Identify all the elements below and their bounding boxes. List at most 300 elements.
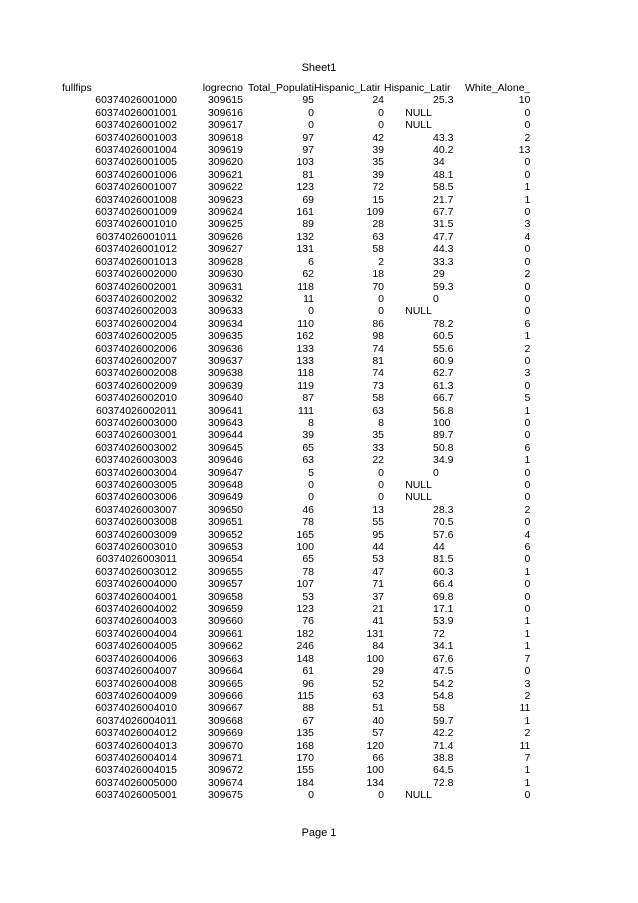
cell-hispanic-latino-percent: 60.5 <box>433 330 454 343</box>
cell-logrecno: 309663 <box>207 652 243 665</box>
cell-fullfips: 60374026002007 <box>95 354 177 367</box>
cell-fullfips: 60374026001012 <box>95 243 177 256</box>
cell-logrecno: 309623 <box>207 193 243 206</box>
cell-fullfips: 60374026004015 <box>95 764 177 777</box>
cell-total-population: 53 <box>302 590 314 603</box>
cell-hispanic-latino-count: 81 <box>372 354 384 367</box>
cell-hispanic-latino-percent: 17.1 <box>433 603 454 616</box>
cell-hispanic-latino-percent: 21.7 <box>433 193 454 206</box>
cell-hispanic-latino-percent: 67.7 <box>433 206 454 219</box>
cell-total-population: 97 <box>302 131 314 144</box>
cell-total-population: 115 <box>297 689 314 702</box>
cell-hispanic-latino-percent: 58.5 <box>433 181 454 194</box>
cell-hispanic-latino-percent: 34.1 <box>433 640 454 653</box>
cell-logrecno: 309674 <box>207 776 243 789</box>
table-row <box>62 454 530 466</box>
cell-hispanic-latino-count: 41 <box>372 615 384 628</box>
cell-fullfips: 60374026004014 <box>95 751 177 764</box>
cell-total-population: 100 <box>296 541 314 554</box>
cell-total-population: 184 <box>296 776 314 789</box>
cell-white-alone: 7 <box>524 652 531 665</box>
table-row <box>62 640 530 652</box>
table-row <box>62 479 530 491</box>
table-row <box>62 144 530 156</box>
table-row <box>62 491 530 503</box>
cell-fullfips: 60374026003007 <box>95 503 177 516</box>
cell-logrecno: 309648 <box>207 479 243 491</box>
cell-hispanic-latino-percent: 0 <box>433 466 439 479</box>
cell-fullfips: 60374026001004 <box>95 144 177 157</box>
cell-hispanic-latino-percent: 48.1 <box>433 168 454 181</box>
cell-hispanic-latino-count: 40 <box>372 714 384 727</box>
cell-total-population: 119 <box>297 379 314 392</box>
cell-hispanic-latino-count: 0 <box>378 292 384 305</box>
cell-total-population: 162 <box>296 330 314 343</box>
cell-hispanic-latino-count: 86 <box>372 317 384 330</box>
cell-white-alone: 1 <box>524 764 531 777</box>
cell-total-population: 0 <box>308 106 314 119</box>
cell-logrecno: 309619 <box>207 144 243 157</box>
cell-hispanic-latino-percent: 29 <box>433 268 445 281</box>
cell-hispanic-latino-percent: 72.8 <box>433 776 454 789</box>
cell-fullfips: 60374026005000 <box>95 776 177 789</box>
cell-white-alone: 0 <box>524 466 531 479</box>
cell-white-alone: 2 <box>524 503 531 516</box>
cell-total-population: 123 <box>296 181 314 194</box>
cell-logrecno: 309643 <box>207 416 243 429</box>
cell-hispanic-latino-percent: 58 <box>433 702 445 715</box>
cell-logrecno: 309618 <box>207 131 243 144</box>
cell-fullfips: 60374026003006 <box>95 491 177 504</box>
cell-fullfips: 60374026004004 <box>95 627 177 640</box>
cell-white-alone: 2 <box>524 268 531 281</box>
cell-hispanic-latino-count: 35 <box>372 429 384 442</box>
cell-hispanic-latino-percent: 38.8 <box>433 751 454 764</box>
cell-white-alone: 6 <box>524 441 531 454</box>
cell-null-flag <box>384 715 432 727</box>
cell-total-population: 81 <box>302 168 314 181</box>
cell-white-alone: 0 <box>524 156 531 169</box>
cell-total-population: 87 <box>302 392 314 405</box>
cell-null-flag <box>384 318 432 330</box>
cell-null-flag <box>384 752 432 764</box>
cell-hispanic-latino-percent: 78.2 <box>433 317 454 330</box>
cell-logrecno: 309637 <box>207 354 243 367</box>
table-row <box>62 715 530 727</box>
cell-logrecno: 309651 <box>207 516 243 529</box>
table-row <box>62 678 530 690</box>
cell-hispanic-latino-percent: 61.3 <box>433 379 454 392</box>
cell-null-flag <box>384 392 432 404</box>
cell-total-population: 65 <box>302 441 314 454</box>
cell-hispanic-latino-percent: 43.3 <box>433 131 454 144</box>
cell-logrecno: 309669 <box>207 727 243 740</box>
table-row <box>62 429 530 441</box>
cell-logrecno: 309625 <box>207 218 243 231</box>
cell-hispanic-latino-count: 134 <box>366 776 384 789</box>
cell-null-flag <box>384 256 432 268</box>
cell-hispanic-latino-count: 73 <box>372 379 384 392</box>
cell-logrecno: 309670 <box>207 739 243 752</box>
table-row <box>62 367 530 379</box>
cell-null-flag: NULL <box>405 305 432 318</box>
cell-logrecno: 309627 <box>207 243 243 256</box>
cell-total-population: 46 <box>302 503 314 516</box>
cell-hispanic-latino-count: 70 <box>372 280 384 293</box>
table-row <box>62 380 530 392</box>
table-row <box>62 181 530 193</box>
cell-hispanic-latino-percent: 66.7 <box>433 392 454 405</box>
cell-white-alone: 1 <box>524 404 531 417</box>
cell-hispanic-latino-count: 58 <box>372 243 384 256</box>
cell-null-flag <box>384 355 432 367</box>
cell-white-alone: 2 <box>524 342 531 355</box>
column-header-fullfips: fullfips <box>62 82 92 94</box>
cell-white-alone: 0 <box>524 292 531 305</box>
cell-logrecno: 309636 <box>207 342 243 355</box>
cell-fullfips: 60374026001009 <box>95 206 177 219</box>
cell-null-flag <box>384 380 432 392</box>
cell-white-alone: 10 <box>518 94 531 107</box>
cell-hispanic-latino-percent: 55.6 <box>433 342 454 355</box>
cell-hispanic-latino-count: 42 <box>372 131 384 144</box>
cell-total-population: 110 <box>297 317 314 330</box>
cell-logrecno: 309628 <box>207 255 243 268</box>
cell-white-alone: 0 <box>524 603 531 616</box>
cell-hispanic-latino-percent: 67.6 <box>433 652 454 665</box>
cell-total-population: 168 <box>296 739 314 752</box>
cell-logrecno: 309650 <box>207 503 243 516</box>
table-row <box>62 764 530 776</box>
cell-hispanic-latino-percent <box>432 491 465 503</box>
cell-hispanic-latino-count: 52 <box>372 677 384 690</box>
cell-total-population: 88 <box>302 702 314 715</box>
cell-fullfips: 60374026004013 <box>95 739 177 752</box>
cell-hispanic-latino-percent: 72 <box>433 627 445 640</box>
cell-hispanic-latino-count: 100 <box>366 652 384 665</box>
cell-fullfips: 60374026003011 <box>96 553 177 566</box>
cell-fullfips: 60374026004008 <box>95 677 177 690</box>
cell-total-population: 123 <box>296 603 314 616</box>
cell-null-flag <box>384 293 432 305</box>
cell-white-alone: 0 <box>524 305 531 318</box>
cell-white-alone: 1 <box>524 714 531 727</box>
cell-fullfips: 60374026002008 <box>95 367 177 380</box>
cell-total-population: 148 <box>296 652 314 665</box>
cell-null-flag <box>384 665 432 677</box>
table-row <box>62 591 530 603</box>
cell-fullfips: 60374026003004 <box>95 466 177 479</box>
cell-logrecno: 309659 <box>207 603 243 616</box>
cell-hispanic-latino-count: 37 <box>372 590 384 603</box>
cell-null-flag <box>384 529 432 541</box>
table-row <box>62 541 530 553</box>
cell-logrecno: 309654 <box>207 553 243 566</box>
cell-hispanic-latino-count: 71 <box>372 578 384 591</box>
cell-hispanic-latino-count: 21 <box>372 603 384 616</box>
table-row <box>62 553 530 565</box>
cell-logrecno: 309646 <box>207 454 243 467</box>
cell-hispanic-latino-count: 18 <box>372 268 384 281</box>
cell-white-alone: 1 <box>524 565 531 578</box>
cell-hispanic-latino-percent <box>432 107 465 119</box>
cell-total-population: 61 <box>302 665 314 678</box>
cell-null-flag <box>384 566 432 578</box>
table-row <box>62 132 530 144</box>
cell-logrecno: 309644 <box>207 429 243 442</box>
cell-white-alone: 1 <box>524 454 531 467</box>
cell-null-flag <box>384 156 432 168</box>
cell-hispanic-latino-percent: 60.9 <box>433 354 454 367</box>
cell-white-alone: 1 <box>524 615 531 628</box>
cell-logrecno: 309630 <box>207 268 243 281</box>
cell-hispanic-latino-count: 63 <box>372 230 384 243</box>
cell-white-alone: 0 <box>524 553 531 566</box>
cell-hispanic-latino-count: 44 <box>372 541 384 554</box>
cell-null-flag <box>384 628 432 640</box>
cell-total-population: 39 <box>302 429 314 442</box>
cell-total-population: 76 <box>302 615 314 628</box>
cell-logrecno: 309664 <box>207 665 243 678</box>
cell-hispanic-latino-count: 0 <box>378 466 384 479</box>
table-row <box>62 442 530 454</box>
cell-fullfips: 60374026002010 <box>95 392 177 405</box>
cell-total-population: 0 <box>308 479 314 491</box>
cell-total-population: 133 <box>296 342 314 355</box>
cell-hispanic-latino-percent: 54.8 <box>433 689 454 702</box>
cell-total-population: 97 <box>302 144 314 157</box>
cell-logrecno: 309645 <box>207 441 243 454</box>
cell-white-alone: 0 <box>524 243 531 256</box>
cell-null-flag <box>384 591 432 603</box>
cell-white-alone: 0 <box>524 429 531 442</box>
cell-hispanic-latino-count: 24 <box>372 94 384 107</box>
cell-fullfips: 60374026002001 <box>95 280 177 293</box>
cell-logrecno: 309633 <box>207 305 243 318</box>
cell-hispanic-latino-count: 72 <box>372 181 384 194</box>
cell-hispanic-latino-count: 35 <box>372 156 384 169</box>
table-row <box>62 268 530 280</box>
table-row <box>62 405 530 417</box>
table-row <box>62 281 530 293</box>
table-row <box>62 504 530 516</box>
table-row <box>62 727 530 739</box>
cell-fullfips: 60374026001002 <box>95 119 177 132</box>
cell-hispanic-latino-count: 131 <box>366 627 384 640</box>
cell-fullfips: 60374026004007 <box>95 665 177 678</box>
cell-white-alone: 0 <box>524 491 531 504</box>
cell-fullfips: 60374026001006 <box>95 168 177 181</box>
cell-fullfips: 60374026001008 <box>95 193 177 206</box>
cell-hispanic-latino-count: 66 <box>372 751 384 764</box>
cell-null-flag <box>384 690 432 702</box>
cell-logrecno: 309666 <box>207 689 243 702</box>
cell-null-flag <box>384 181 432 193</box>
table-row <box>62 194 530 206</box>
cell-white-alone: 0 <box>524 479 531 491</box>
cell-logrecno: 309621 <box>207 168 243 181</box>
cell-null-flag <box>384 603 432 615</box>
table-row <box>62 119 530 131</box>
cell-hispanic-latino-percent: 53.9 <box>433 615 454 628</box>
column-header-logrecno: logrecno <box>202 82 243 94</box>
cell-total-population: 62 <box>302 268 314 281</box>
table-row <box>62 777 530 789</box>
cell-total-population: 182 <box>296 627 314 640</box>
cell-hispanic-latino-count: 0 <box>378 119 384 132</box>
cell-null-flag: NULL <box>405 479 432 491</box>
cell-logrecno: 309617 <box>207 119 243 132</box>
cell-total-population: 135 <box>296 727 314 740</box>
cell-fullfips: 60374026003002 <box>95 441 177 454</box>
cell-logrecno: 309647 <box>207 466 243 479</box>
cell-total-population: 111 <box>298 404 314 417</box>
cell-null-flag <box>384 740 432 752</box>
cell-hispanic-latino-percent: 28.3 <box>433 503 454 516</box>
cell-hispanic-latino-percent: 54.2 <box>433 677 454 690</box>
cell-hispanic-latino-count: 39 <box>372 144 384 157</box>
cell-logrecno: 309649 <box>207 491 243 504</box>
cell-null-flag: NULL <box>405 491 432 504</box>
cell-total-population: 95 <box>302 94 314 107</box>
cell-logrecno: 309640 <box>207 392 243 405</box>
cell-null-flag <box>384 405 432 417</box>
table-row <box>62 243 530 255</box>
cell-null-flag <box>384 578 432 590</box>
cell-hispanic-latino-percent <box>432 789 465 801</box>
cell-null-flag <box>384 553 432 565</box>
cell-white-alone: 3 <box>524 367 531 380</box>
cell-hispanic-latino-percent: 89.7 <box>433 429 454 442</box>
cell-null-flag <box>384 615 432 627</box>
table-row <box>62 293 530 305</box>
header-row <box>62 82 530 94</box>
table-row <box>62 156 530 168</box>
cell-fullfips: 60374026002005 <box>95 330 177 343</box>
cell-null-flag <box>384 727 432 739</box>
cell-total-population: 67 <box>302 714 314 727</box>
cell-total-population: 63 <box>302 454 314 467</box>
cell-hispanic-latino-count: 15 <box>372 193 384 206</box>
table-row <box>62 529 530 541</box>
page-footer: Page 1 <box>301 827 337 839</box>
cell-white-alone: 0 <box>524 416 531 429</box>
table-row <box>62 318 530 330</box>
cell-white-alone: 0 <box>524 168 531 181</box>
cell-null-flag <box>384 194 432 206</box>
cell-hispanic-latino-count: 55 <box>372 516 384 529</box>
cell-null-flag <box>384 442 432 454</box>
cell-total-population: 246 <box>296 640 314 653</box>
cell-total-population: 0 <box>308 789 314 802</box>
table-row <box>62 752 530 764</box>
cell-null-flag <box>384 541 432 553</box>
cell-white-alone: 7 <box>524 751 531 764</box>
cell-fullfips: 60374026001011 <box>96 230 177 243</box>
cell-total-population: 118 <box>297 280 314 293</box>
cell-white-alone: 1 <box>524 330 531 343</box>
cell-hispanic-latino-count: 0 <box>378 106 384 119</box>
cell-logrecno: 309668 <box>207 714 243 727</box>
cell-hispanic-latino-count: 84 <box>372 640 384 653</box>
cell-white-alone: 6 <box>524 541 531 554</box>
cell-null-flag <box>384 417 432 429</box>
cell-hispanic-latino-percent: 100 <box>433 416 451 429</box>
cell-total-population: 0 <box>308 491 314 504</box>
cell-white-alone: 2 <box>524 689 531 702</box>
cell-null-flag <box>384 231 432 243</box>
cell-hispanic-latino-count: 0 <box>378 789 384 802</box>
cell-logrecno: 309616 <box>207 106 243 119</box>
cell-fullfips: 60374026004000 <box>95 578 177 591</box>
cell-fullfips: 60374026004009 <box>95 689 177 702</box>
cell-logrecno: 309635 <box>207 330 243 343</box>
cell-white-alone: 2 <box>524 131 531 144</box>
table-row <box>62 392 530 404</box>
cell-hispanic-latino-percent: 47.5 <box>433 665 454 678</box>
cell-hispanic-latino-percent: 33.3 <box>433 255 454 268</box>
cell-logrecno: 309622 <box>207 181 243 194</box>
table-row <box>62 740 530 752</box>
cell-total-population: 5 <box>308 466 314 479</box>
cell-white-alone: 6 <box>524 317 531 330</box>
cell-hispanic-latino-count: 28 <box>372 218 384 231</box>
cell-fullfips: 60374026004002 <box>95 603 177 616</box>
table-row <box>62 566 530 578</box>
cell-hispanic-latino-percent: 31.5 <box>433 218 454 231</box>
cell-fullfips: 60374026001005 <box>95 156 177 169</box>
cell-hispanic-latino-count: 98 <box>372 330 384 343</box>
sheet-title: Sheet1 <box>301 62 337 74</box>
cell-logrecno: 309639 <box>207 379 243 392</box>
cell-null-flag: NULL <box>405 789 432 802</box>
column-header-hispanic-latino-count: Hispanic_Latir <box>314 82 381 94</box>
cell-fullfips: 60374026004005 <box>95 640 177 653</box>
cell-white-alone: 1 <box>524 627 531 640</box>
cell-hispanic-latino-percent <box>432 479 465 491</box>
cell-fullfips: 60374026004011 <box>96 714 177 727</box>
cell-white-alone: 1 <box>524 181 531 194</box>
column-header-hispanic-latino-percent: Hispanic_Latir <box>384 82 451 94</box>
cell-logrecno: 309615 <box>207 94 243 107</box>
cell-total-population: 11 <box>303 292 314 305</box>
cell-fullfips: 60374026003008 <box>95 516 177 529</box>
cell-logrecno: 309634 <box>207 317 243 330</box>
cell-null-flag <box>384 268 432 280</box>
cell-logrecno: 309672 <box>207 764 243 777</box>
cell-white-alone: 4 <box>524 528 531 541</box>
cell-total-population: 0 <box>308 119 314 132</box>
cell-white-alone: 0 <box>524 354 531 367</box>
cell-logrecno: 309671 <box>207 751 243 764</box>
cell-hispanic-latino-percent: 69.8 <box>433 590 454 603</box>
cell-hispanic-latino-count: 39 <box>372 168 384 181</box>
cell-fullfips: 60374026003001 <box>95 429 177 442</box>
cell-hispanic-latino-percent: 42.2 <box>433 727 454 740</box>
cell-white-alone: 0 <box>524 379 531 392</box>
cell-white-alone: 1 <box>524 776 531 789</box>
table-row <box>62 578 530 590</box>
cell-fullfips: 60374026003003 <box>95 454 177 467</box>
table-row <box>62 343 530 355</box>
cell-total-population: 78 <box>302 565 314 578</box>
table-row <box>62 615 530 627</box>
cell-null-flag: NULL <box>405 119 432 132</box>
cell-fullfips: 60374026002004 <box>95 317 177 330</box>
table-body <box>62 94 530 801</box>
table-row <box>62 218 530 230</box>
cell-total-population: 103 <box>296 156 314 169</box>
